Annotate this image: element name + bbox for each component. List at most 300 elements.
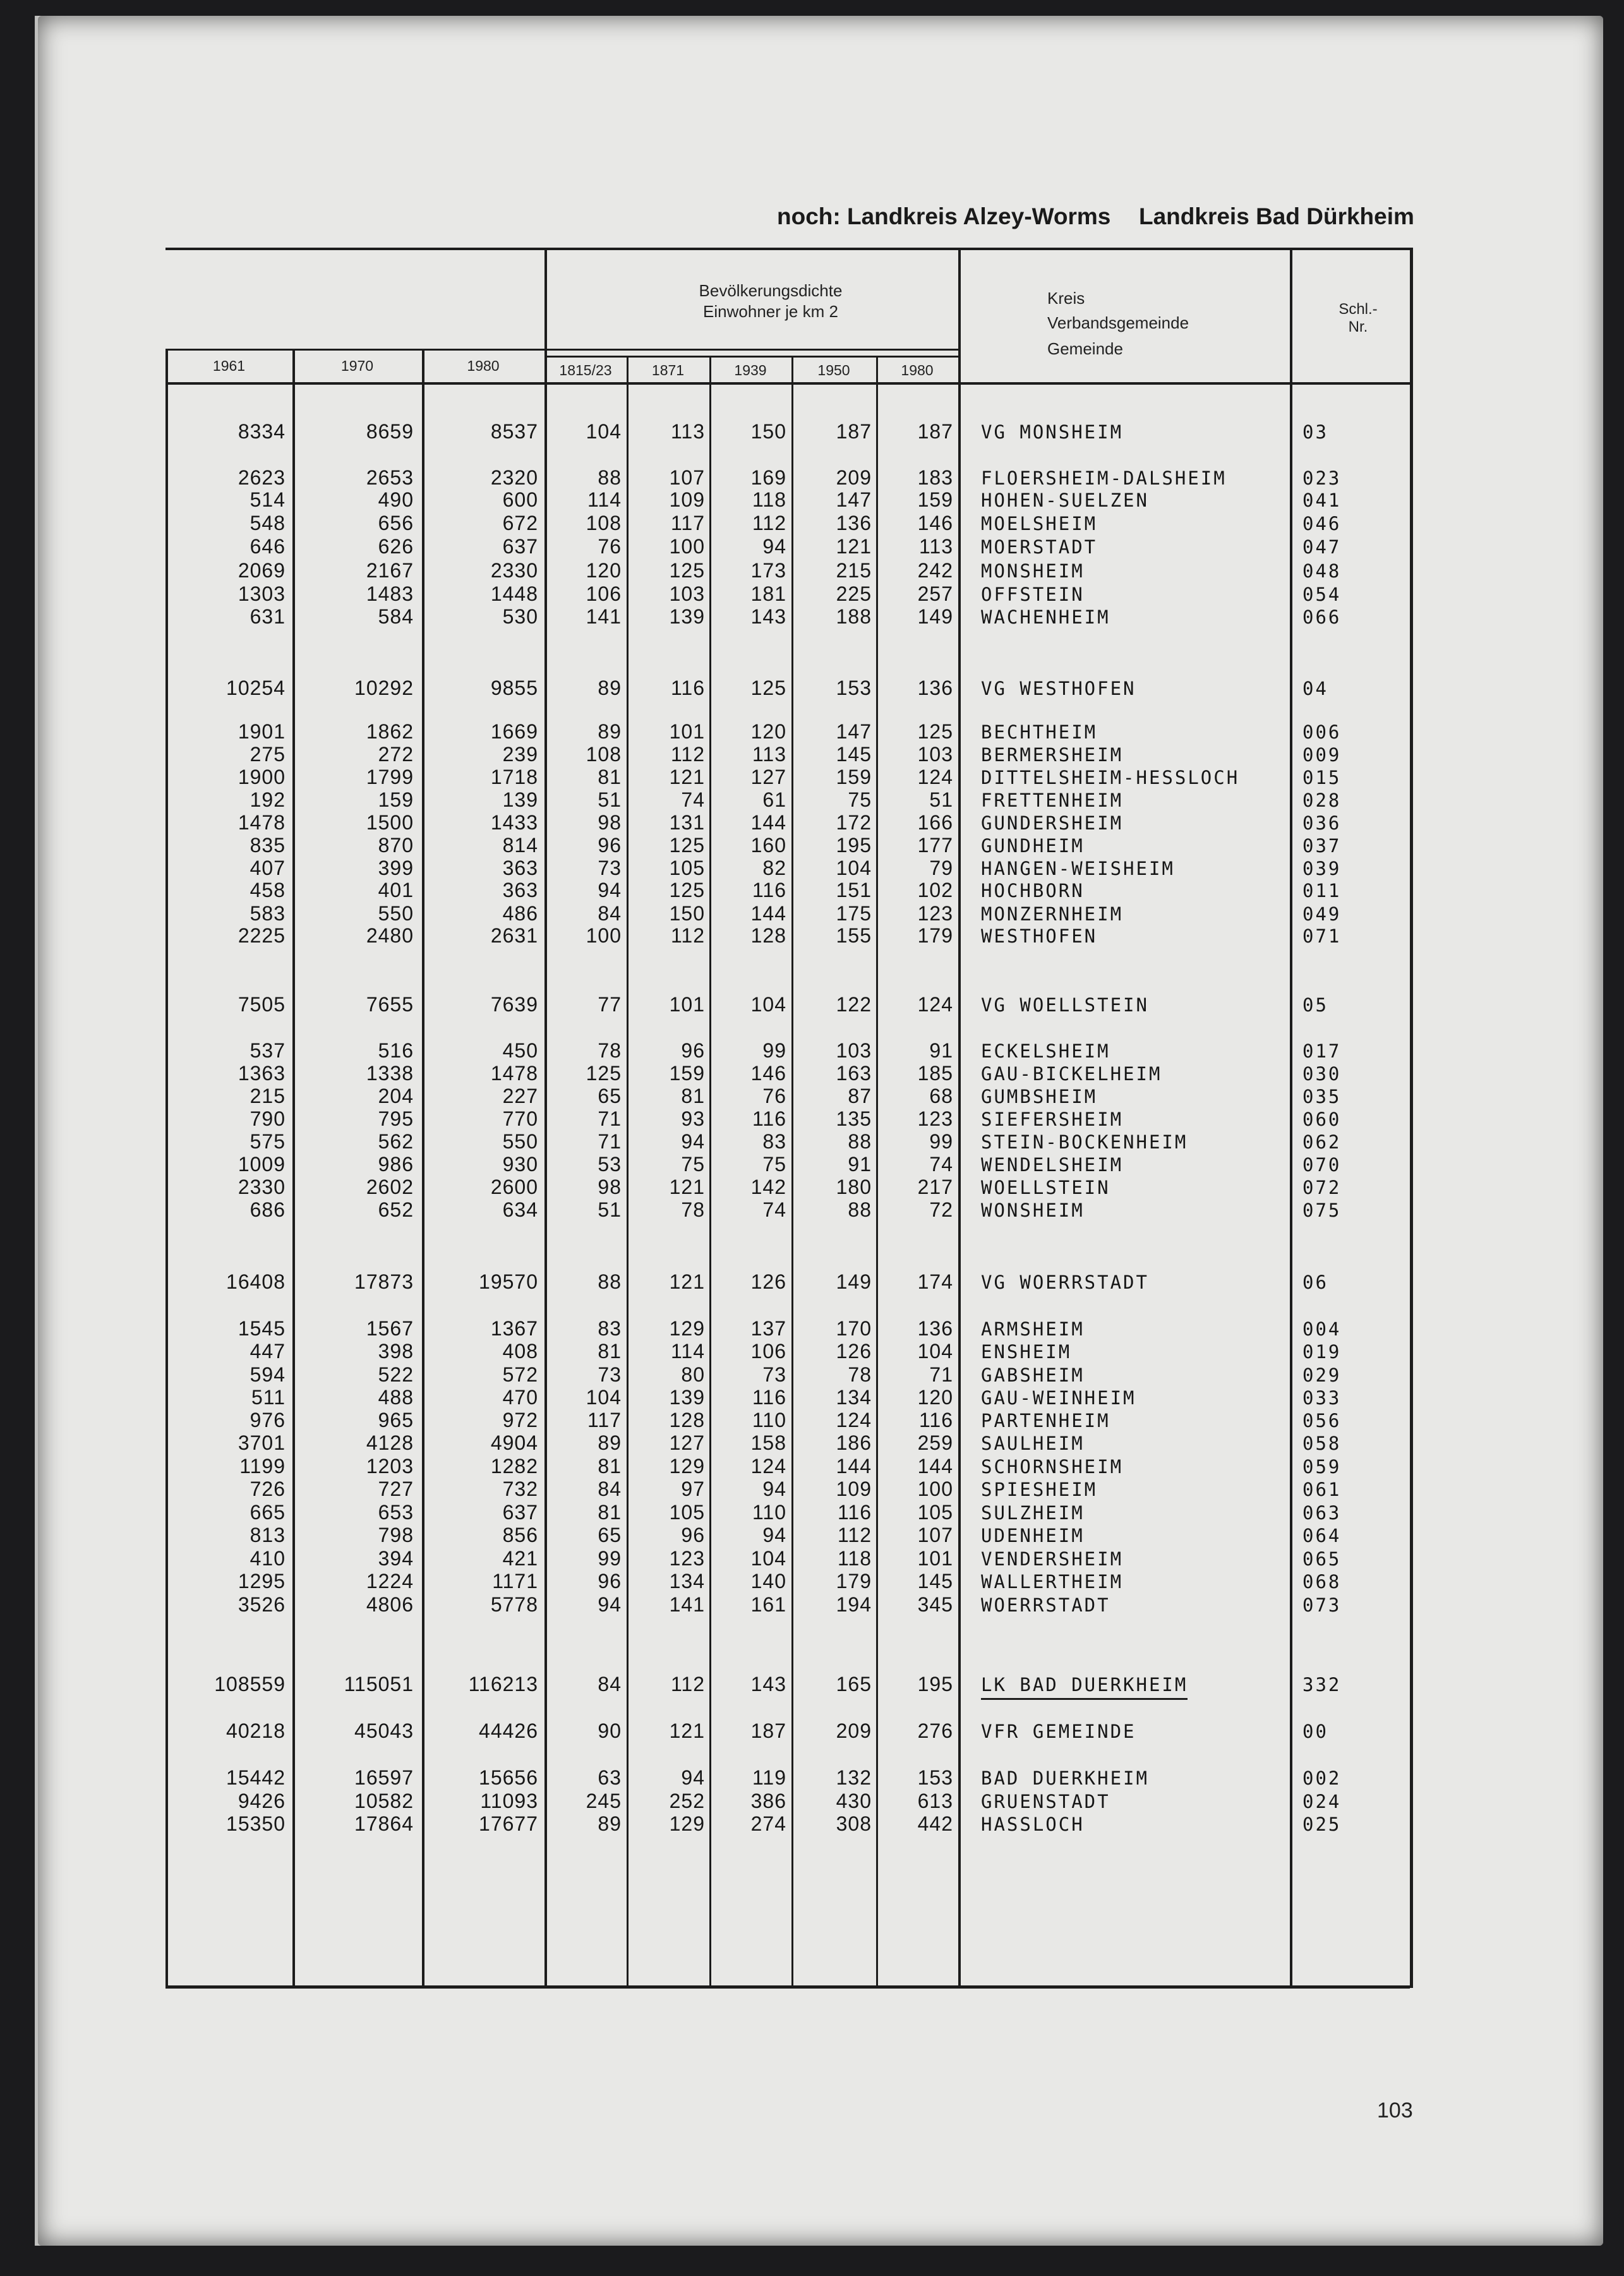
kreis-header-bottom-rule xyxy=(958,382,1410,385)
municipality-name: MOERSTADT xyxy=(981,536,1098,558)
municipality-code: 011 xyxy=(1302,880,1342,901)
table-cell: 129 xyxy=(669,1455,705,1478)
table-cell: 976 xyxy=(250,1409,286,1431)
municipality-code: 029 xyxy=(1302,1364,1342,1386)
table-cell: 132 xyxy=(836,1766,872,1789)
table-cell: 4806 xyxy=(366,1593,414,1616)
table-cell: 77 xyxy=(598,993,622,1016)
table-cell: 814 xyxy=(502,834,538,857)
table-cell: 116213 xyxy=(468,1673,538,1695)
municipality-code: 06 xyxy=(1302,1272,1328,1293)
table-cell: 150 xyxy=(750,420,786,443)
municipality-name: WENDELSHEIM xyxy=(981,1154,1124,1176)
table-cell: 399 xyxy=(378,857,414,879)
table-cell: 345 xyxy=(917,1593,953,1616)
table-cell: 19570 xyxy=(479,1270,538,1293)
table-cell: 121 xyxy=(669,766,705,788)
table-cell: 100 xyxy=(917,1478,953,1500)
table-cell: 165 xyxy=(836,1673,872,1695)
table-cell: 3701 xyxy=(238,1431,286,1454)
table-cell: 99 xyxy=(598,1547,622,1570)
table-cell: 145 xyxy=(917,1570,953,1593)
table-cell: 123 xyxy=(669,1547,705,1570)
table-cell: 124 xyxy=(836,1409,872,1431)
table-cell: 5778 xyxy=(490,1593,538,1616)
column-rule xyxy=(709,356,711,1985)
table-cell: 87 xyxy=(848,1085,872,1107)
municipality-name: GAU-BICKELHEIM xyxy=(981,1063,1162,1085)
table-cell: 106 xyxy=(586,582,622,605)
table-cell: 634 xyxy=(502,1198,538,1221)
table-cell: 118 xyxy=(837,1547,872,1570)
table-left-rule xyxy=(165,349,168,1985)
municipality-name: SPIESHEIM xyxy=(981,1479,1098,1500)
municipality-name: WOELLSTEIN xyxy=(981,1177,1110,1198)
table-cell: 965 xyxy=(378,1409,414,1431)
table-cell: 109 xyxy=(836,1478,872,1500)
table-cell: 1199 xyxy=(239,1455,286,1478)
table-cell: 44426 xyxy=(479,1719,538,1742)
table-cell: 75 xyxy=(681,1153,705,1176)
table-cell: 96 xyxy=(681,1524,705,1546)
municipality-code: 041 xyxy=(1302,490,1342,511)
table-cell: 108 xyxy=(586,743,622,766)
table-cell: 245 xyxy=(586,1790,622,1812)
table-cell: 187 xyxy=(836,420,872,443)
municipality-code: 036 xyxy=(1302,812,1342,834)
table-cell: 652 xyxy=(378,1198,414,1221)
table-cell: 2330 xyxy=(238,1176,286,1198)
table-cell: 575 xyxy=(250,1130,286,1153)
table-cell: 110 xyxy=(752,1409,786,1431)
municipality-code: 332 xyxy=(1302,1674,1342,1695)
table-cell: 180 xyxy=(836,1176,872,1198)
table-cell: 145 xyxy=(836,743,872,766)
municipality-code: 047 xyxy=(1302,536,1342,558)
year-header-7: 1980 xyxy=(901,362,934,378)
municipality-code: 019 xyxy=(1302,1341,1342,1363)
municipality-code: 028 xyxy=(1302,790,1342,811)
table-cell: 121 xyxy=(669,1270,705,1293)
table-cell: 7505 xyxy=(238,993,286,1016)
municipality-name: SAULHEIM xyxy=(981,1433,1085,1454)
table-cell: 96 xyxy=(598,1570,622,1593)
table-cell: 146 xyxy=(750,1062,786,1085)
table-cell: 135 xyxy=(836,1107,872,1130)
table-cell: 217 xyxy=(917,1176,953,1198)
table-cell: 94 xyxy=(681,1130,705,1153)
table-cell: 514 xyxy=(250,488,286,511)
table-cell: 121 xyxy=(669,1176,705,1198)
municipality-code: 05 xyxy=(1302,994,1328,1016)
table-cell: 159 xyxy=(669,1062,705,1085)
table-cell: 550 xyxy=(502,1130,538,1153)
table-cell: 583 xyxy=(250,902,286,925)
table-cell: 73 xyxy=(762,1363,786,1386)
table-cell: 81 xyxy=(598,1340,622,1363)
table-cell: 1448 xyxy=(490,582,538,605)
municipality-name: VENDERSHEIM xyxy=(981,1548,1124,1570)
table-cell: 450 xyxy=(502,1039,538,1062)
table-cell: 10292 xyxy=(354,677,414,699)
table-cell: 112 xyxy=(670,1673,705,1695)
table-cell: 68 xyxy=(929,1085,953,1107)
municipality-code: 024 xyxy=(1302,1791,1342,1812)
municipality-code: 064 xyxy=(1302,1525,1342,1546)
table-cell: 121 xyxy=(836,535,872,558)
table-cell: 486 xyxy=(502,902,538,925)
table-cell: 166 xyxy=(917,811,953,834)
table-cell: 159 xyxy=(836,766,872,788)
table-cell: 600 xyxy=(502,488,538,511)
municipality-code: 060 xyxy=(1302,1109,1342,1130)
table-cell: 550 xyxy=(378,902,414,925)
table-cell: 134 xyxy=(836,1386,872,1409)
table-cell: 407 xyxy=(250,857,286,879)
table-cell: 141 xyxy=(669,1593,705,1616)
table-cell: 108559 xyxy=(214,1673,286,1695)
table-cell: 112 xyxy=(752,512,786,534)
municipality-code: 058 xyxy=(1302,1433,1342,1454)
table-cell: 2602 xyxy=(366,1176,414,1198)
table-cell: 192 xyxy=(250,788,286,811)
municipality-name: SIEFERSHEIM xyxy=(981,1109,1124,1130)
table-cell: 656 xyxy=(378,512,414,534)
table-cell: 548 xyxy=(250,512,286,534)
column-rule xyxy=(627,356,629,1985)
municipality-code: 033 xyxy=(1302,1387,1342,1409)
municipality-name: SCHORNSHEIM xyxy=(981,1456,1124,1478)
table-cell: 9426 xyxy=(238,1790,286,1812)
table-cell: 637 xyxy=(502,535,538,558)
municipality-name: BERMERSHEIM xyxy=(981,744,1124,766)
table-cell: 100 xyxy=(669,535,705,558)
table-cell: 105 xyxy=(669,1501,705,1524)
density-left-rule xyxy=(544,248,547,1985)
table-cell: 107 xyxy=(917,1524,953,1546)
table-cell: 665 xyxy=(250,1501,286,1524)
table-cell: 530 xyxy=(502,605,538,628)
table-cell: 149 xyxy=(836,1270,872,1293)
table-cell: 116 xyxy=(918,1409,953,1431)
table-cell: 139 xyxy=(502,788,538,811)
table-cell: 120 xyxy=(586,559,622,582)
table-cell: 408 xyxy=(502,1340,538,1363)
municipality-name: GABSHEIM xyxy=(981,1364,1085,1386)
table-cell: 726 xyxy=(250,1478,286,1500)
table-cell: 127 xyxy=(750,766,786,788)
table-cell: 516 xyxy=(378,1039,414,1062)
table-cell: 274 xyxy=(750,1812,786,1835)
table-cell: 421 xyxy=(502,1547,538,1570)
table-cell: 116 xyxy=(752,879,786,901)
table-cell: 401 xyxy=(378,879,414,901)
table-cell: 537 xyxy=(250,1039,286,1062)
table-cell: 51 xyxy=(598,1198,622,1221)
municipality-name: WACHENHEIM xyxy=(981,606,1110,628)
table-cell: 10582 xyxy=(354,1790,414,1812)
table-cell: 188 xyxy=(836,605,872,628)
table-cell: 108 xyxy=(586,512,622,534)
column-rule xyxy=(876,356,878,1985)
municipality-name: BAD DUERKHEIM xyxy=(981,1767,1149,1789)
table-cell: 84 xyxy=(598,1478,622,1500)
year-header-top-rule xyxy=(165,349,958,351)
table-cell: 151 xyxy=(836,879,872,901)
table-cell: 163 xyxy=(836,1062,872,1085)
table-cell: 83 xyxy=(762,1130,786,1153)
density-heading: Bevölkerungsdichte xyxy=(699,281,843,300)
density-subheading: Einwohner je km 2 xyxy=(703,302,838,321)
table-cell: 646 xyxy=(250,535,286,558)
year-header-3: 1815/23 xyxy=(559,362,612,378)
table-cell: 84 xyxy=(598,1673,622,1695)
table-cell: 204 xyxy=(378,1085,414,1107)
table-cell: 101 xyxy=(917,1547,953,1570)
column-rule xyxy=(422,349,424,1985)
table-cell: 115051 xyxy=(344,1673,414,1695)
municipality-code: 062 xyxy=(1302,1131,1342,1153)
municipality-name: GUNDERSHEIM xyxy=(981,812,1124,834)
table-cell: 140 xyxy=(750,1570,786,1593)
table-cell: 76 xyxy=(598,535,622,558)
table-cell: 129 xyxy=(669,1812,705,1835)
table-right-rule xyxy=(1410,248,1413,1988)
table-cell: 637 xyxy=(502,1501,538,1524)
table-cell: 72 xyxy=(929,1198,953,1221)
table-cell: 185 xyxy=(917,1062,953,1085)
table-cell: 93 xyxy=(681,1107,705,1130)
table-cell: 1295 xyxy=(238,1570,286,1593)
kreis-heading-3: Gemeinde xyxy=(1047,339,1123,358)
table-cell: 139 xyxy=(669,1386,705,1409)
schl-left-rule xyxy=(1290,248,1292,1985)
table-cell: 51 xyxy=(598,788,622,811)
table-cell: 813 xyxy=(250,1524,286,1546)
table-cell: 790 xyxy=(250,1107,286,1130)
header-district-continued: noch: Landkreis Alzey-Worms xyxy=(777,203,1111,229)
table-cell: 149 xyxy=(917,605,953,628)
table-cell: 252 xyxy=(669,1790,705,1812)
table-cell: 183 xyxy=(917,466,953,489)
table-cell: 470 xyxy=(502,1386,538,1409)
table-cell: 227 xyxy=(502,1085,538,1107)
table-cell: 856 xyxy=(502,1524,538,1546)
table-cell: 107 xyxy=(669,466,705,489)
table-cell: 65 xyxy=(598,1085,622,1107)
table-cell: 73 xyxy=(598,857,622,879)
table-cell: 101 xyxy=(669,720,705,743)
table-cell: 175 xyxy=(836,902,872,925)
table-cell: 1483 xyxy=(366,582,414,605)
table-cell: 104 xyxy=(836,857,872,879)
municipality-code: 039 xyxy=(1302,858,1342,879)
municipality-code: 046 xyxy=(1302,513,1342,534)
municipality-code: 025 xyxy=(1302,1814,1342,1835)
municipality-code: 004 xyxy=(1302,1318,1342,1340)
table-cell: 584 xyxy=(378,605,414,628)
table-cell: 672 xyxy=(502,512,538,534)
table-cell: 159 xyxy=(917,488,953,511)
table-cell: 522 xyxy=(378,1363,414,1386)
table-cell: 100 xyxy=(586,924,622,947)
table-cell: 142 xyxy=(750,1176,786,1198)
table-cell: 2330 xyxy=(490,559,538,582)
table-cell: 15656 xyxy=(479,1766,538,1789)
table-cell: 870 xyxy=(378,834,414,857)
table-cell: 1338 xyxy=(366,1062,414,1085)
table-cell: 78 xyxy=(681,1198,705,1221)
table-cell: 2167 xyxy=(366,559,414,582)
table-cell: 83 xyxy=(598,1317,622,1340)
table-cell: 78 xyxy=(848,1363,872,1386)
table-cell: 114 xyxy=(587,488,622,511)
table-cell: 1718 xyxy=(490,766,538,788)
table-cell: 136 xyxy=(917,1317,953,1340)
year-header-2: 1980 xyxy=(467,358,500,374)
municipality-name: VG WOERRSTADT xyxy=(981,1272,1149,1293)
table-cell: 103 xyxy=(836,1039,872,1062)
municipality-name: FRETTENHEIM xyxy=(981,790,1124,811)
table-cell: 187 xyxy=(750,1719,786,1742)
table-cell: 686 xyxy=(250,1198,286,1221)
table-cell: 137 xyxy=(750,1317,786,1340)
table-cell: 159 xyxy=(378,788,414,811)
table-cell: 172 xyxy=(836,811,872,834)
table-cell: 120 xyxy=(750,720,786,743)
table-cell: 126 xyxy=(836,1340,872,1363)
municipality-name: HASSLOCH xyxy=(981,1814,1085,1835)
municipality-name: SULZHEIM xyxy=(981,1502,1085,1524)
table-cell: 2225 xyxy=(238,924,286,947)
municipality-code: 006 xyxy=(1302,721,1342,743)
table-cell: 121 xyxy=(669,1719,705,1742)
table-cell: 1862 xyxy=(366,720,414,743)
table-cell: 76 xyxy=(762,1085,786,1107)
schl-heading-1: Schl.- xyxy=(1338,301,1378,318)
table-cell: 15442 xyxy=(226,1766,286,1789)
table-cell: 73 xyxy=(598,1363,622,1386)
table-cell: 89 xyxy=(598,677,622,699)
table-cell: 94 xyxy=(681,1766,705,1789)
municipality-name: MONSHEIM xyxy=(981,560,1085,582)
table-cell: 96 xyxy=(598,834,622,857)
table-cell: 195 xyxy=(917,1673,953,1695)
table-cell: 123 xyxy=(917,902,953,925)
table-cell: 1545 xyxy=(238,1317,286,1340)
table-cell: 11093 xyxy=(480,1790,538,1812)
municipality-name: MONZERNHEIM xyxy=(981,903,1124,925)
municipality-code: 054 xyxy=(1302,584,1342,605)
municipality-code: 00 xyxy=(1302,1721,1328,1742)
table-cell: 972 xyxy=(502,1409,538,1431)
table-cell: 112 xyxy=(837,1524,872,1546)
municipality-name: ARMSHEIM xyxy=(981,1318,1085,1340)
table-cell: 104 xyxy=(750,1547,786,1570)
table-cell: 114 xyxy=(670,1340,705,1363)
table-cell: 125 xyxy=(669,834,705,857)
table-cell: 91 xyxy=(848,1153,872,1176)
table-cell: 2631 xyxy=(490,924,538,947)
table-cell: 125 xyxy=(750,677,786,699)
table-cell: 209 xyxy=(836,1719,872,1742)
table-cell: 386 xyxy=(750,1790,786,1812)
table-cell: 2600 xyxy=(490,1176,538,1198)
municipality-name: GAU-WEINHEIM xyxy=(981,1387,1136,1409)
table-cell: 125 xyxy=(669,559,705,582)
table-cell: 155 xyxy=(836,924,872,947)
table-cell: 91 xyxy=(929,1039,953,1062)
table-cell: 94 xyxy=(762,1524,786,1546)
table-cell: 99 xyxy=(929,1130,953,1153)
table-cell: 144 xyxy=(750,902,786,925)
table-cell: 458 xyxy=(250,879,286,901)
table-cell: 15350 xyxy=(226,1812,286,1835)
table-cell: 128 xyxy=(750,924,786,947)
header-district-bad-duerkheim: Landkreis Bad Dürkheim xyxy=(1139,203,1414,229)
municipality-name: WALLERTHEIM xyxy=(981,1571,1124,1593)
table-cell: 179 xyxy=(917,924,953,947)
table-cell: 74 xyxy=(929,1153,953,1176)
table-cell: 106 xyxy=(750,1340,786,1363)
table-cell: 2480 xyxy=(366,924,414,947)
table-cell: 113 xyxy=(918,535,953,558)
density-year-top-rule xyxy=(544,356,958,358)
table-cell: 194 xyxy=(836,1593,872,1616)
table-cell: 4904 xyxy=(490,1431,538,1454)
table-cell: 117 xyxy=(587,1409,622,1431)
table-cell: 88 xyxy=(598,1270,622,1293)
table-cell: 53 xyxy=(598,1153,622,1176)
table-cell: 124 xyxy=(917,766,953,788)
table-cell: 17873 xyxy=(354,1270,414,1293)
table-cell: 490 xyxy=(378,488,414,511)
table-cell: 120 xyxy=(917,1386,953,1409)
table-cell: 9855 xyxy=(490,677,538,699)
table-cell: 94 xyxy=(762,1478,786,1500)
table-cell: 144 xyxy=(917,1455,953,1478)
table-cell: 1900 xyxy=(238,766,286,788)
table-cell: 123 xyxy=(917,1107,953,1130)
table-cell: 430 xyxy=(836,1790,872,1812)
table-cell: 96 xyxy=(681,1039,705,1062)
table-cell: 40218 xyxy=(226,1719,286,1742)
municipality-code: 065 xyxy=(1302,1548,1342,1570)
year-header-6: 1950 xyxy=(817,362,850,378)
table-cell: 653 xyxy=(378,1501,414,1524)
kreis-heading-2: Verbandsgemeinde xyxy=(1047,313,1189,332)
table-cell: 103 xyxy=(669,582,705,605)
table-cell: 1799 xyxy=(366,766,414,788)
table-cell: 74 xyxy=(762,1198,786,1221)
table-cell: 1282 xyxy=(490,1455,538,1478)
municipality-code: 04 xyxy=(1302,678,1328,699)
municipality-name: VG MONSHEIM xyxy=(981,421,1124,443)
table-cell: 94 xyxy=(598,1593,622,1616)
municipality-name: STEIN-BOCKENHEIM xyxy=(981,1131,1188,1153)
table-cell: 798 xyxy=(378,1524,414,1546)
municipality-name: WONSHEIM xyxy=(981,1200,1085,1221)
table-cell: 116 xyxy=(752,1107,786,1130)
table-cell: 98 xyxy=(598,1176,622,1198)
table-cell: 179 xyxy=(836,1570,872,1593)
table-cell: 1363 xyxy=(238,1062,286,1085)
table-cell: 116 xyxy=(837,1501,872,1524)
table-cell: 75 xyxy=(848,788,872,811)
municipality-name: ENSHEIM xyxy=(981,1341,1072,1363)
municipality-code: 023 xyxy=(1302,467,1342,489)
table-cell: 1433 xyxy=(490,811,538,834)
